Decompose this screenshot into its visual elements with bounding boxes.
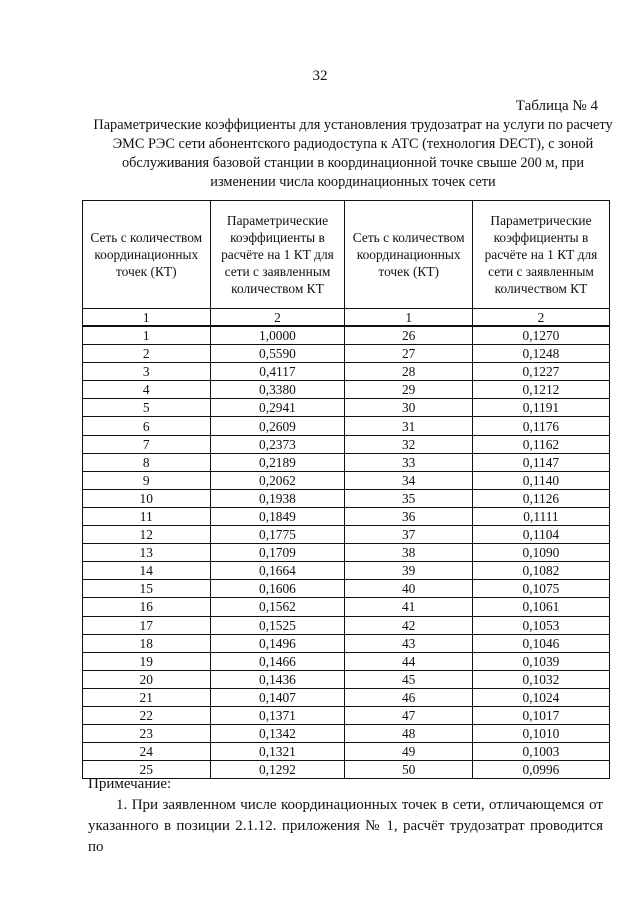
table-row	[83, 725, 610, 743]
cell-network-points: 24	[83, 743, 211, 761]
cell-network-points: 46	[345, 688, 473, 706]
cell-coefficient: 0,1664	[210, 562, 345, 580]
cell-network-points: 30	[345, 399, 473, 417]
column-number: 1	[83, 309, 211, 327]
table-row	[83, 706, 610, 724]
header-coefficient-left: Параметрические коэффициенты в расчёте на 1 КТ для сети с заявленным количеством КТ	[210, 201, 345, 309]
cell-coefficient: 0,1525	[210, 616, 345, 634]
cell-coefficient: 0,1342	[210, 725, 345, 743]
cell-coefficient: 0,3380	[210, 381, 345, 399]
cell-network-points: 25	[83, 761, 211, 779]
cell-coefficient: 0,1248	[472, 345, 609, 363]
table-row	[83, 526, 610, 544]
cell-network-points: 10	[83, 489, 211, 507]
cell-coefficient: 0,1938	[210, 489, 345, 507]
cell-coefficient: 0,2373	[210, 435, 345, 453]
table-row	[83, 326, 610, 345]
cell-coefficient: 0,0996	[472, 761, 609, 779]
cell-coefficient: 0,1032	[472, 670, 609, 688]
cell-coefficient: 0,2941	[210, 399, 345, 417]
cell-coefficient: 0,1227	[472, 363, 609, 381]
coefficients-table	[82, 200, 610, 779]
cell-coefficient: 0,1775	[210, 526, 345, 544]
table-label: Таблица № 4	[515, 98, 598, 114]
table-header-row	[83, 201, 610, 309]
cell-network-points: 26	[345, 326, 473, 345]
cell-network-points: 4	[83, 381, 211, 399]
cell-network-points: 38	[345, 544, 473, 562]
table-row	[83, 670, 610, 688]
cell-network-points: 16	[83, 598, 211, 616]
cell-coefficient: 0,4117	[210, 363, 345, 381]
cell-coefficient: 0,1496	[210, 634, 345, 652]
table-body	[83, 326, 610, 779]
cell-network-points: 47	[345, 706, 473, 724]
cell-coefficient: 0,1075	[472, 580, 609, 598]
table-row	[83, 580, 610, 598]
cell-coefficient: 0,1162	[472, 435, 609, 453]
cell-coefficient: 0,1090	[472, 544, 609, 562]
table-row	[83, 598, 610, 616]
page-number: 32	[312, 68, 328, 84]
cell-network-points: 45	[345, 670, 473, 688]
cell-network-points: 28	[345, 363, 473, 381]
cell-network-points: 35	[345, 489, 473, 507]
cell-coefficient: 0,1292	[210, 761, 345, 779]
note-title: Примечание:	[88, 776, 172, 792]
cell-network-points: 9	[83, 471, 211, 489]
cell-coefficient: 0,1046	[472, 634, 609, 652]
cell-coefficient: 0,1176	[472, 417, 609, 435]
cell-network-points: 5	[83, 399, 211, 417]
cell-network-points: 32	[345, 435, 473, 453]
cell-coefficient: 0,1849	[210, 507, 345, 525]
cell-network-points: 27	[345, 345, 473, 363]
table-row	[83, 634, 610, 652]
note-text: 1. При заявленном числе координационных точек в сети, отличающемся от указанного в позиции 2.1.12. приложения № 1, расчёт трудозатрат проводится по	[88, 797, 603, 855]
table-row	[83, 381, 610, 399]
cell-coefficient: 0,1053	[472, 616, 609, 634]
cell-coefficient: 0,1606	[210, 580, 345, 598]
cell-network-points: 20	[83, 670, 211, 688]
cell-network-points: 50	[345, 761, 473, 779]
cell-coefficient: 0,1709	[210, 544, 345, 562]
cell-coefficient: 0,2062	[210, 471, 345, 489]
cell-coefficient: 0,1466	[210, 652, 345, 670]
cell-network-points: 1	[83, 326, 211, 345]
cell-coefficient: 0,5590	[210, 345, 345, 363]
cell-network-points: 7	[83, 435, 211, 453]
cell-coefficient: 0,1082	[472, 562, 609, 580]
cell-coefficient: 0,1212	[472, 381, 609, 399]
cell-coefficient: 0,1061	[472, 598, 609, 616]
cell-network-points: 18	[83, 634, 211, 652]
cell-network-points: 19	[83, 652, 211, 670]
table-row	[83, 399, 610, 417]
cell-coefficient: 0,1140	[472, 471, 609, 489]
cell-coefficient: 0,1371	[210, 706, 345, 724]
cell-network-points: 2	[83, 345, 211, 363]
cell-network-points: 29	[345, 381, 473, 399]
cell-network-points: 39	[345, 562, 473, 580]
table-row	[83, 453, 610, 471]
column-number-row	[83, 309, 610, 327]
column-number: 2	[210, 309, 345, 327]
column-number: 2	[472, 309, 609, 327]
table-row	[83, 435, 610, 453]
table-row	[83, 345, 610, 363]
cell-network-points: 6	[83, 417, 211, 435]
cell-coefficient: 0,1039	[472, 652, 609, 670]
table-row	[83, 743, 610, 761]
cell-network-points: 31	[345, 417, 473, 435]
cell-network-points: 21	[83, 688, 211, 706]
column-number: 1	[345, 309, 473, 327]
cell-network-points: 22	[83, 706, 211, 724]
cell-coefficient: 0,1270	[472, 326, 609, 345]
table-row	[83, 363, 610, 381]
cell-network-points: 14	[83, 562, 211, 580]
cell-network-points: 33	[345, 453, 473, 471]
header-network-points-left: Сеть с количеством координационных точек (КТ)	[83, 201, 211, 309]
cell-coefficient: 0,1191	[472, 399, 609, 417]
cell-network-points: 40	[345, 580, 473, 598]
cell-coefficient: 0,1104	[472, 526, 609, 544]
cell-network-points: 41	[345, 598, 473, 616]
cell-network-points: 36	[345, 507, 473, 525]
cell-network-points: 11	[83, 507, 211, 525]
cell-network-points: 43	[345, 634, 473, 652]
cell-network-points: 13	[83, 544, 211, 562]
cell-network-points: 15	[83, 580, 211, 598]
cell-coefficient: 0,1003	[472, 743, 609, 761]
table-row	[83, 417, 610, 435]
header-coefficient-right: Параметрические коэффициенты в расчёте на 1 КТ для сети с заявленным количеством КТ	[472, 201, 609, 309]
cell-coefficient: 0,1407	[210, 688, 345, 706]
cell-network-points: 12	[83, 526, 211, 544]
cell-coefficient: 0,2609	[210, 417, 345, 435]
header-network-points-right: Сеть с количеством координационных точек (КТ)	[345, 201, 473, 309]
table-row	[83, 652, 610, 670]
table-row	[83, 507, 610, 525]
cell-network-points: 48	[345, 725, 473, 743]
cell-coefficient: 0,1126	[472, 489, 609, 507]
cell-coefficient: 0,1147	[472, 453, 609, 471]
table-caption: Параметрические коэффициенты для установления трудозатрат на услуги по расчету ЭМС РЭС сети абонентского радиодоступа к АТС (технология DECT), с зоной обслуживания базовой станции в координационной точке свыше 200 м, при изменении числа координационных точек сети	[93, 117, 613, 190]
cell-coefficient: 1,0000	[210, 326, 345, 345]
cell-network-points: 49	[345, 743, 473, 761]
cell-network-points: 37	[345, 526, 473, 544]
table-row	[83, 544, 610, 562]
cell-coefficient: 0,1111	[472, 507, 609, 525]
cell-coefficient: 0,1010	[472, 725, 609, 743]
cell-coefficient: 0,1436	[210, 670, 345, 688]
cell-coefficient: 0,2189	[210, 453, 345, 471]
cell-network-points: 34	[345, 471, 473, 489]
cell-network-points: 23	[83, 725, 211, 743]
cell-network-points: 17	[83, 616, 211, 634]
table-row	[83, 616, 610, 634]
cell-coefficient: 0,1321	[210, 743, 345, 761]
table-row	[83, 688, 610, 706]
cell-network-points: 44	[345, 652, 473, 670]
cell-coefficient: 0,1562	[210, 598, 345, 616]
cell-network-points: 8	[83, 453, 211, 471]
table-row	[83, 489, 610, 507]
cell-coefficient: 0,1017	[472, 706, 609, 724]
cell-coefficient: 0,1024	[472, 688, 609, 706]
table-row	[83, 471, 610, 489]
cell-network-points: 42	[345, 616, 473, 634]
cell-network-points: 3	[83, 363, 211, 381]
table-row	[83, 562, 610, 580]
